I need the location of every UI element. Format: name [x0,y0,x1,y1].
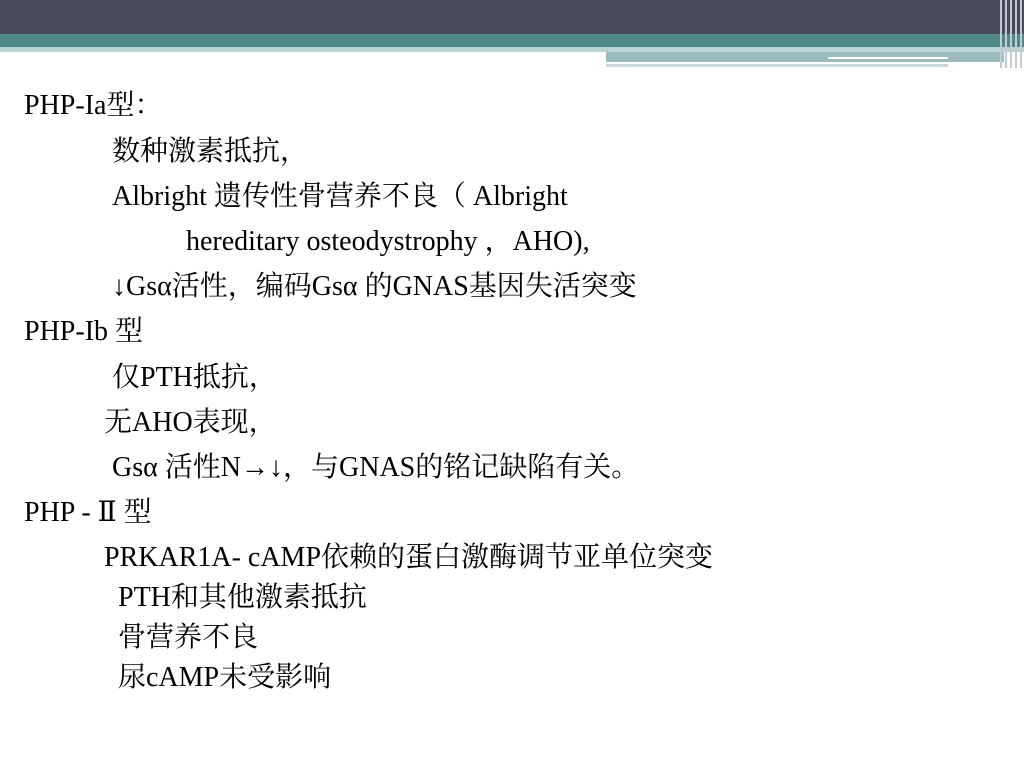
bullet-prkar1a: PRKAR1A- cAMP依赖的蛋白激酶调节亚单位突变 [104,542,714,573]
header-teal-band [0,34,1024,47]
heading-php-ib: PHP-Ib 型 [24,316,144,347]
heading-php-ii: PHP - Ⅱ 型 [24,497,152,528]
bullet-pth-only: 仅PTH抵抗， [112,362,277,393]
bullet-pth-other-resistance: PTH和其他激素抵抗 [118,582,367,613]
bullet-no-aho: 无AHO表现， [104,407,277,438]
bullet-multi-hormone-resistance: 数种激素抵抗， [112,136,309,167]
header-vertical-stripes [998,0,1024,68]
bullet-albright-line1: Albright 遗传性骨营养不良（ Albright [112,181,568,212]
bullet-albright-line2: hereditary osteodystrophy ，AHO), [186,226,590,257]
header-accent-line [606,64,948,67]
header-dark-band [0,0,1024,34]
bullet-urine-camp: 尿cAMP未受影响 [118,662,332,693]
bullet-gsa-activity: ↓Gsα活性，编码Gsα 的GNAS基因失活突变 [112,271,637,302]
bullet-bone-dystrophy: 骨营养不良 [118,622,259,653]
bullet-gnas-imprinting: Gsα 活性N→↓，与GNAS的铭记缺陷有关。 [112,452,640,483]
heading-php-ia: PHP-Ia型： [24,90,163,121]
header-accent-highlight [828,57,948,59]
